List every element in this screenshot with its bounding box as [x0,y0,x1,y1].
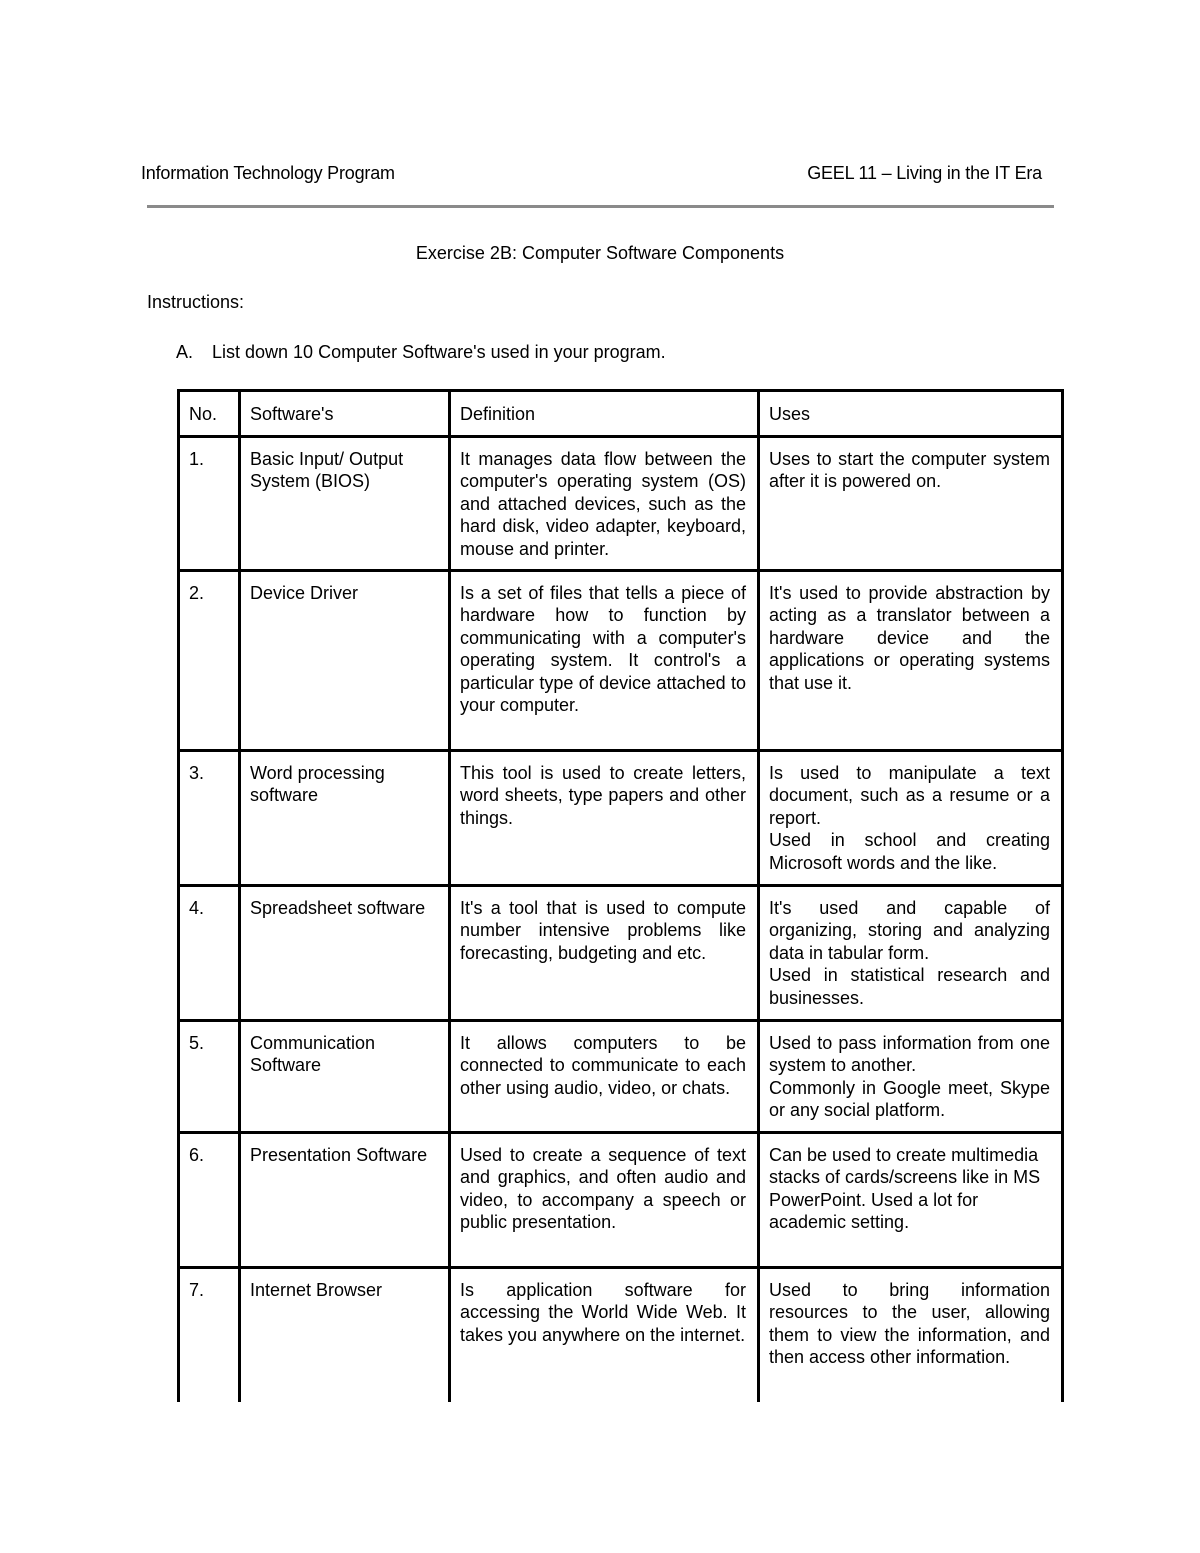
uses-text-extra: Used in school and creating Microsoft words and the like. [769,830,1050,873]
header-cell-definition: Definition [450,391,759,437]
header-course-name: GEEL 11 – Living in the IT Era [807,163,1042,183]
software-definition: This tool is used to create letters, word sheets, type papers and other things. [450,750,759,885]
header-divider [147,205,1054,208]
software-definition: Is a set of files that tells a piece of hardware how to function by communicating with a computer's operating system. It control's a particular type of device attached to your computer. [450,570,759,750]
exercise-title: Exercise 2B: Computer Software Components [415,243,785,263]
software-uses [759,1267,1063,1402]
software-uses [759,885,1063,1020]
uses-text: Used to bring information resources to the user, allowing them to view the information, and then access other information. [769,1279,1050,1367]
table-row [179,885,1063,1020]
uses-text-extra: Commonly in Google meet, Skype or any social platform. [769,1077,1050,1120]
instructions-label: Instructions: [147,292,245,312]
software-definition: It manages data flow between the computer's operating system (OS) and attached devices, such as the hard disk, video adapter, keyboard, mouse and printer. [450,436,759,570]
instruction-item-a [176,342,666,363]
software-name: Internet Browser [240,1267,450,1402]
software-name: Device Driver [240,570,450,750]
software-uses [759,750,1063,885]
header-program-name: Information Technology Program [141,163,395,183]
uses-text: It's used to provide abstraction by acting as a translator between a hardware device and the applications or operating systems that use it. [769,582,1050,693]
uses-text-extra: Used in statistical research and businesses. [769,965,1050,1008]
table-row [179,1020,1063,1132]
uses-text: Uses to start the computer system after it is powered on. [769,448,1050,491]
row-number: 5. [179,1020,240,1132]
header-cell-software: Software's [240,391,450,437]
instruction-text: List down 10 Computer Software's used in your program. [212,342,666,362]
software-uses [759,436,1063,570]
software-definition: Used to create a sequence of text and graphics, and often audio and video, to accompany a speech or public presentation. [450,1132,759,1267]
table-row [179,1132,1063,1267]
row-number: 2. [179,570,240,750]
uses-text: Is used to manipulate a text document, such as a resume or a report. [769,762,1050,828]
table-row [179,750,1063,885]
software-table [177,389,1064,1402]
software-name: Basic Input/ Output System (BIOS) [240,436,450,570]
software-name: Word processing software [240,750,450,885]
software-definition: Is application software for accessing the World Wide Web. It takes you anywhere on the internet. [450,1267,759,1402]
software-definition: It's a tool that is used to compute number intensive problems like forecasting, budgeting and etc. [450,885,759,1020]
table-row [179,570,1063,750]
row-number: 1. [179,436,240,570]
header-cell-uses: Uses [759,391,1063,437]
uses-text: Used to pass information from one system to another. [769,1032,1050,1075]
list-marker: A. [176,342,194,362]
row-number: 4. [179,885,240,1020]
table-header-row [179,391,1063,437]
software-uses [759,1132,1063,1267]
table-row [179,436,1063,570]
row-number: 7. [179,1267,240,1402]
software-name: Spreadsheet software [240,885,450,1020]
uses-text: It's used and capable of organizing, storing and analyzing data in tabular form. [769,897,1050,963]
software-uses [759,570,1063,750]
uses-text: Can be used to create multimedia stacks of cards/screens like in MS PowerPoint. Used a lot for academic setting. [769,1144,1041,1232]
software-definition: It allows computers to be connected to communicate to each other using audio, video, or chats. [450,1020,759,1132]
software-name: Communication Software [240,1020,450,1132]
row-number: 3. [179,750,240,885]
software-name: Presentation Software [240,1132,450,1267]
software-uses [759,1020,1063,1132]
header-cell-no: No. [179,391,240,437]
row-number: 6. [179,1132,240,1267]
table-row [179,1267,1063,1402]
